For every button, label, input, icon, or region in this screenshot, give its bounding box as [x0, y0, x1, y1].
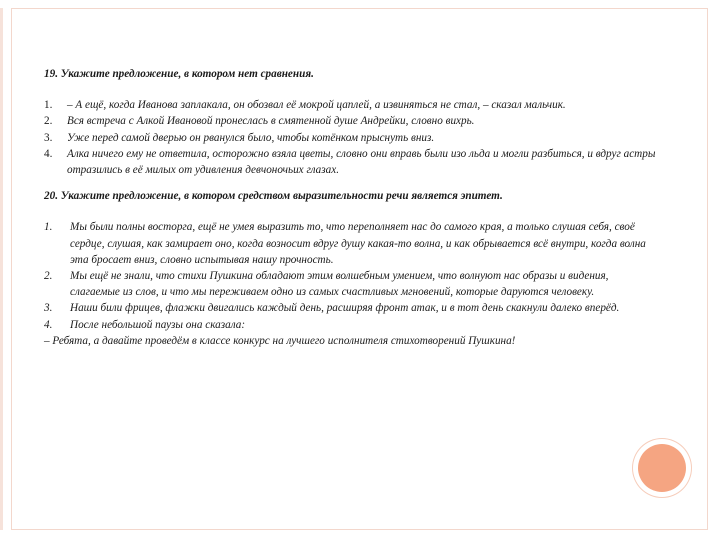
option-number: 3.	[44, 302, 53, 315]
question-19-title: 19. Укажите предложение, в котором нет сравнения.	[44, 68, 314, 80]
question-20-option-2	[44, 268, 656, 300]
option-text: Уже перед самой дверью он рванулся было, чтобы котёнком прыснуть вниз.	[67, 131, 435, 144]
question-19-options	[44, 97, 656, 178]
dialogue-line: – Ребята, а давайте проведём в классе конкурс на лучшего исполнителя стихотворений Пушкина!	[44, 334, 516, 347]
option-number: 1.	[44, 99, 53, 112]
question-19-option-2	[44, 113, 656, 129]
option-text: – А ещё, когда Иванова заплакала, он обозвал её мокрой цаплей, а извиняться не стал, – сказал мальчик.	[67, 99, 566, 112]
question-20-option-4	[44, 317, 656, 333]
question-19-option-1	[44, 97, 656, 113]
question-20-options	[44, 219, 656, 332]
question-20	[44, 188, 656, 349]
option-number: 2.	[44, 115, 53, 128]
decorative-circle	[638, 444, 686, 492]
question-19-option-4	[44, 146, 656, 178]
option-text: Мы ещё не знали, что стихи Пушкина обладают этим волшебным умением, что волнуют нас образы и видения, слагаемые из слов, и что мы переживаем одно из самых счастливых мгновений, которые даруются человеку.	[70, 270, 609, 299]
option-text: Наши били фрицев, флажки двигались каждый день, расширяя фронт атак, и в тот день скакнули далеко вперёд.	[70, 302, 620, 315]
question-20-option-3	[44, 300, 656, 316]
option-text: Алка ничего ему не ответила, осторожно взяла цветы, словно они вправь были изо льда и могли разбиться, и вдруг астры отразились в её милых от удивления девчоночьих глазах.	[67, 147, 656, 177]
slide-content	[44, 66, 656, 349]
option-text: Мы были полны восторга, ещё не умея выразить то, что переполняет нас до самого края, а только слушая себя, своё сердце, слушая, как замирает оно, когда возносит вдруг душу какая-то волна, и как обрывается всё внутри, когда волна эта бросает вниз, словно испытывая нашу прочность.	[70, 221, 646, 266]
option-number: 3.	[44, 131, 53, 144]
option-text: После небольшой паузы она сказала:	[70, 318, 246, 331]
question-20-title: 20. Укажите предложение, в котором средством выразительности речи является эпитет.	[44, 190, 503, 203]
option-number: 2.	[44, 270, 53, 283]
option-number: 1.	[44, 221, 53, 234]
question-19-option-3	[44, 130, 656, 146]
option-number: 4.	[44, 147, 53, 160]
option-number: 4.	[44, 318, 53, 331]
question-19	[44, 66, 656, 178]
option-text: Вся встреча с Алкой Ивановой пронеслась в смятенной душе Андрейки, словно вихрь.	[67, 115, 475, 128]
decorative-side-strip	[0, 8, 3, 530]
question-20-option-1	[44, 219, 656, 268]
